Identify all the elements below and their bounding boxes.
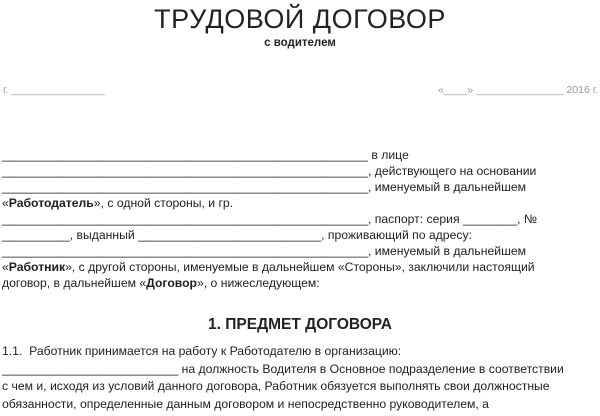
parties-line-1: ______________________________________________________ в лице — [2, 148, 409, 162]
clause-1-1-line-1: 1.1. Работник принимается на работу к Работодателю в организацию: — [2, 344, 402, 358]
clause-1-1-line-3: с чем и, исходя из условий данного договора, Работник обязуется выполнять свои должностные — [2, 379, 550, 393]
clause-1-1-line-4: обязанности, определенные данным договором и непосредственно руководителем, а — [2, 397, 489, 411]
parties-line-5: ______________________________________________________, паспорт: серия ________, № — [2, 212, 538, 226]
parties-line-2: ______________________________________________________, действующего на основании — [2, 164, 537, 178]
date-field: «____» _______________ 2016 г. — [438, 84, 599, 96]
quote-open: « — [2, 260, 9, 274]
parties-line-4-rest: », с одной стороны, и гр. — [93, 196, 234, 210]
employee-term: Работник — [8, 260, 66, 274]
contract-term: Договор — [146, 276, 197, 290]
clause-1-1-line-2: __________________________ на должность Водителя в Основное подразделение в соответствии — [2, 362, 564, 376]
parties-line-4 — [2, 196, 233, 210]
quote-open: « — [2, 196, 9, 210]
parties-line-9-pre: договор, в дальнейшем « — [2, 276, 147, 290]
parties-line-8-rest: », с другой стороны, именуемые в дальнейшем «Стороны», заключили настоящий — [65, 260, 535, 274]
city-field: г. ________________ — [3, 84, 105, 96]
document-subtitle: с водителем — [264, 37, 336, 49]
parties-line-7: ______________________________________________________, именуемый в дальнейшем — [2, 244, 527, 258]
document-title: ТРУДОВОЙ ДОГОВОР — [154, 4, 446, 34]
parties-line-8 — [2, 260, 535, 274]
parties-line-9 — [2, 276, 320, 290]
parties-line-3: ______________________________________________________, именуемый в дальнейшем — [2, 180, 527, 194]
employer-term: Работодатель — [8, 196, 94, 210]
parties-line-6: __________, выданный ___________________________, проживающий по адресу: — [2, 228, 472, 242]
section-1-heading: 1. ПРЕДМЕТ ДОГОВОРА — [208, 316, 392, 333]
parties-line-9-post: », о нижеследующем: — [197, 276, 320, 290]
